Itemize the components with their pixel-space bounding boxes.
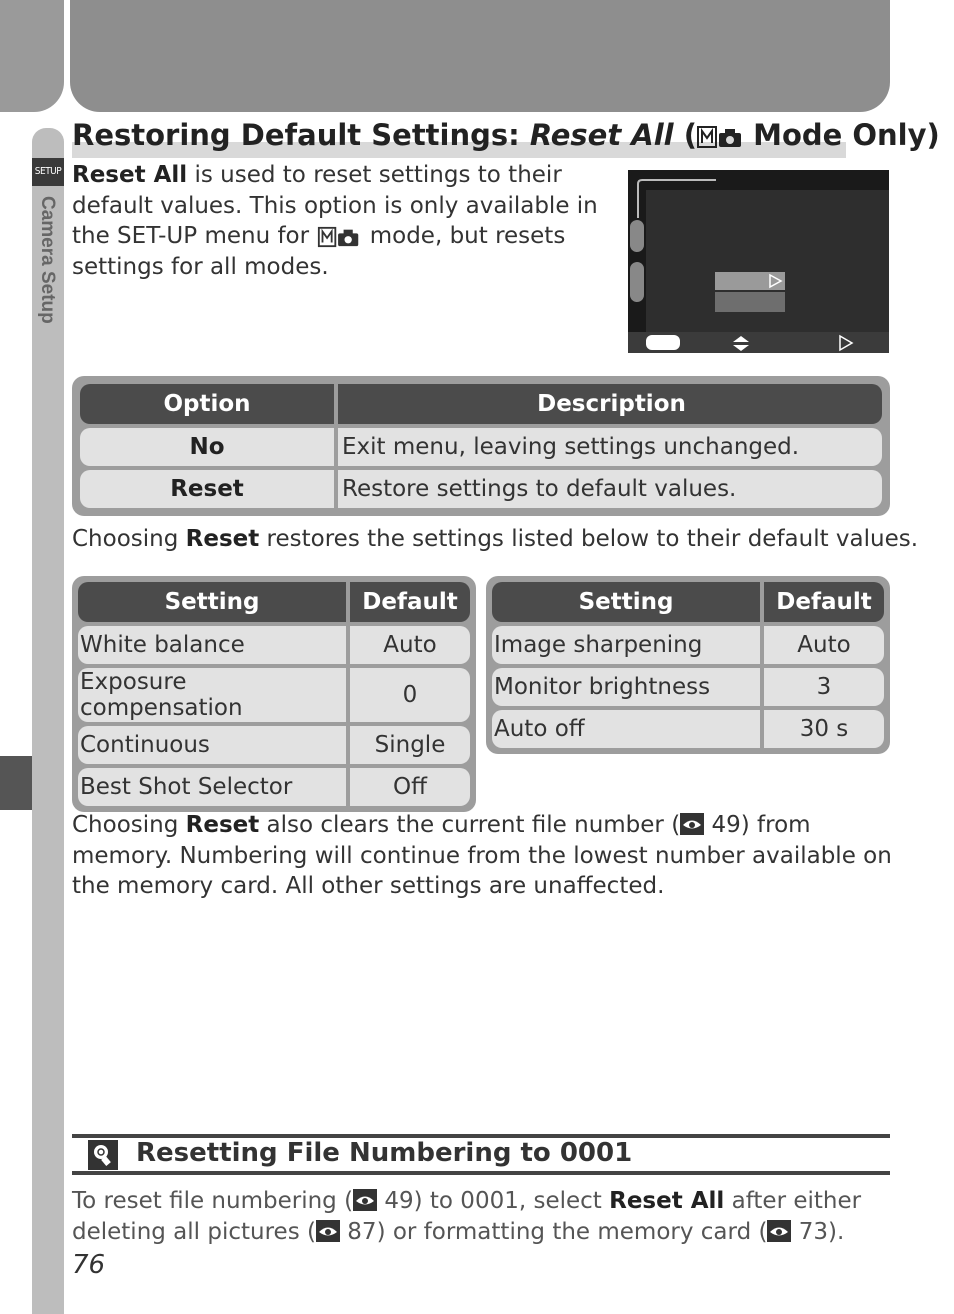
page-title: [72, 118, 940, 158]
option-description: Exit menu, leaving settings unchanged.: [338, 428, 882, 466]
tip-paragraph: [72, 1186, 912, 1247]
table-row: [78, 768, 470, 806]
tip-bold: Reset All: [609, 1188, 725, 1214]
tip-text-a: To reset file numbering (: [72, 1188, 354, 1214]
para2-text-a: Choosing: [72, 812, 186, 838]
page-reference[interactable]: 73: [791, 1218, 829, 1245]
title-prefix: Restoring Default Settings:: [72, 118, 530, 152]
option-table: [72, 376, 890, 516]
table-header-row: [492, 582, 884, 622]
para1-bold: Reset: [185, 526, 260, 552]
table-row: [78, 726, 470, 764]
para2-text-b: also clears the current file number (: [259, 812, 681, 838]
setting-name: White balance: [78, 626, 346, 664]
tip-title: Resetting File Numbering to 0001: [136, 1138, 633, 1168]
camera-monitor-screenshot: [628, 170, 889, 353]
para2-bold: Reset: [185, 812, 260, 838]
table-header-row: [78, 582, 470, 622]
table-row: [492, 710, 884, 748]
monitor-graphic: [628, 170, 889, 353]
intro-bold: Reset All: [72, 162, 188, 188]
tip-lightbulb-icon: [88, 1140, 118, 1170]
title-italic: Reset All: [529, 118, 674, 152]
top-left-band: [0, 0, 64, 112]
para1-text-b: restores the settings listed below to their default values.: [259, 526, 919, 552]
table-row: [492, 668, 884, 706]
settings-table-right: [486, 576, 890, 754]
tip-text-b: ) to 0001, select: [413, 1188, 610, 1214]
setting-default: 3: [764, 668, 884, 706]
setting-default: Off: [350, 768, 470, 806]
column-header: Default: [764, 582, 884, 622]
page-reference[interactable]: 87: [339, 1218, 377, 1245]
intro-paragraph: [72, 160, 602, 282]
top-banner: [70, 0, 890, 112]
table-row: [78, 626, 470, 664]
setting-name: Monitor brightness: [492, 668, 760, 706]
page-number: 76: [72, 1250, 106, 1280]
page-reference-icon: [767, 1220, 791, 1242]
tip-text-c: after either deleting all pictures (: [72, 1188, 862, 1245]
page-reference-icon: [353, 1189, 377, 1211]
settings-table-left: [72, 576, 476, 812]
manual-camera-mode-icon: [316, 226, 362, 248]
table-row: [80, 428, 882, 466]
intro-text-1: is used to reset settings to their default values. This option is only available in the SET-UP menu for: [72, 162, 598, 249]
column-header: Setting: [78, 582, 346, 622]
setting-default: 30 s: [764, 710, 884, 748]
setting-default: Single: [350, 726, 470, 764]
setting-name: Best Shot Selector: [78, 768, 346, 806]
table-row: [492, 626, 884, 664]
table-row: [78, 668, 470, 722]
option-description: Restore settings to default values.: [338, 470, 882, 508]
para2-text-c: ) from memory. Numbering will continue from the lowest number available on the memory card. All other settings are unaffected.: [72, 812, 892, 899]
option-name: No: [80, 428, 334, 466]
setting-default: 0: [350, 668, 470, 722]
reset-explanation: [72, 526, 919, 552]
setting-default: Auto: [350, 626, 470, 664]
page-reference-icon: [316, 1220, 340, 1242]
table-row: [80, 470, 882, 508]
setting-name: Exposure compensation: [78, 668, 346, 722]
setting-name: Continuous: [78, 726, 346, 764]
section-label: Camera Setup: [37, 196, 58, 324]
setting-name: Auto off: [492, 710, 760, 748]
file-number-paragraph: [72, 810, 892, 902]
manual-camera-mode-icon: [697, 125, 743, 149]
setting-name: Image sharpening: [492, 626, 760, 664]
setup-badge: SETUP: [32, 158, 64, 186]
para1-text-a: Choosing: [72, 526, 186, 552]
tip-bottom-rule: [72, 1171, 890, 1175]
table-header-row: [80, 384, 882, 424]
option-name: Reset: [80, 470, 334, 508]
setting-default: Auto: [764, 626, 884, 664]
title-suffix: Mode Only): [742, 118, 940, 152]
page-reference[interactable]: 49: [377, 1188, 414, 1214]
column-header: Option: [80, 384, 334, 424]
title-open: (: [673, 118, 697, 152]
page-reference-icon: [680, 813, 704, 835]
section-tab-marker: [0, 756, 32, 810]
column-header: Setting: [492, 582, 760, 622]
column-header: Default: [350, 582, 470, 622]
tip-text-e: ).: [828, 1218, 845, 1245]
column-header: Description: [338, 384, 882, 424]
page-reference[interactable]: 49: [704, 812, 741, 838]
intro-text-2: mode, but resets settings for all modes.: [72, 223, 566, 280]
tip-text-d: ) or formatting the memory card (: [376, 1218, 768, 1245]
